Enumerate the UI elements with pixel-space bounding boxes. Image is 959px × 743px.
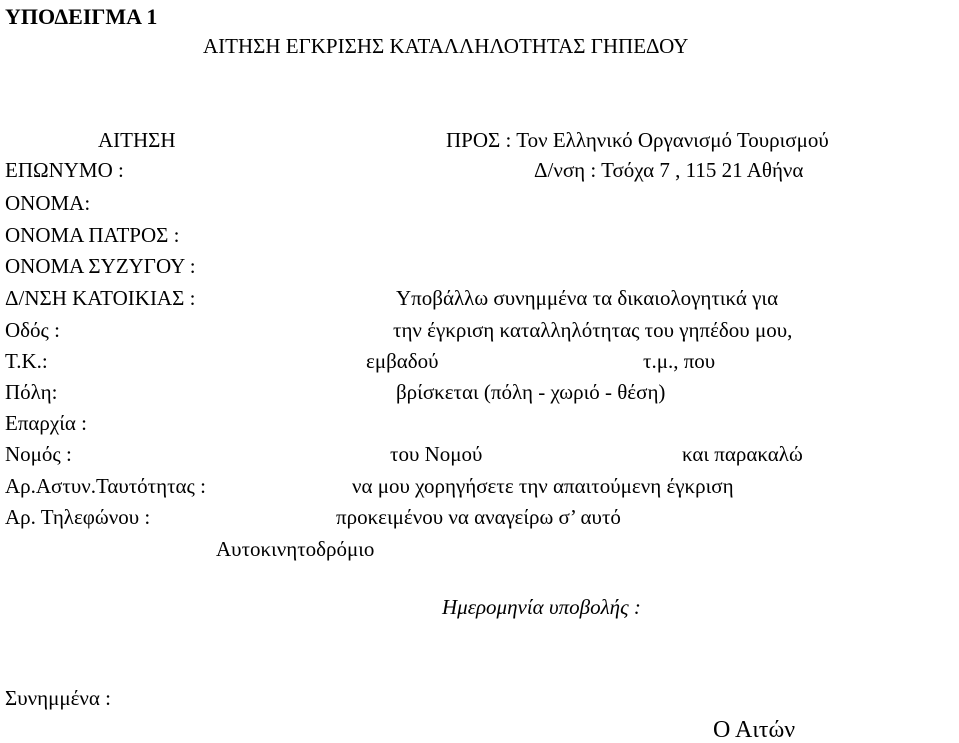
body-area-label: εμβαδού xyxy=(366,349,439,373)
body-facility-type: Αυτοκινητοδρόμιο xyxy=(216,537,375,561)
field-spouse-name: ΟΝΟΜΑ ΣΥΖΥΓΟΥ : xyxy=(5,254,196,278)
application-heading: ΑΙΤΗΣΗ xyxy=(98,128,176,152)
field-postal-code: Τ.Κ.: xyxy=(5,349,48,373)
field-id-number: Αρ.Αστυν.Ταυτότητας : xyxy=(5,474,206,498)
field-prefecture: Νομός : xyxy=(5,442,72,466)
attachments-label: Συνημμένα : xyxy=(5,686,112,710)
body-grant-line: να μου χορηγήσετε την απαιτούμενη έγκριση xyxy=(352,474,734,498)
field-street: Οδός : xyxy=(5,318,60,342)
field-name: ΟΝΟΜΑ: xyxy=(5,191,91,215)
submission-date-label: Ημερομηνία υποβολής : xyxy=(442,595,641,619)
recipient-line: ΠΡΟΣ : Τον Ελληνικό Οργανισμό Τουρισμού xyxy=(446,128,829,152)
body-location-line: βρίσκεται (πόλη - χωριό - θέση) xyxy=(396,380,666,404)
field-home-address: Δ/ΝΣΗ ΚΑΤΟΙΚΙΑΣ : xyxy=(5,286,196,310)
document-title: ΑΙΤΗΣΗ ΕΓΚΡΙΣΗΣ ΚΑΤΑΛΛΗΛΟΤΗΤΑΣ ΓΗΠΕΔΟΥ xyxy=(203,34,689,58)
applicant-label: Ο Αιτών xyxy=(713,717,796,743)
body-prefecture-label: του Νομού xyxy=(390,442,483,466)
body-line-1: Υποβάλλω συνημμένα τα δικαιολογητικά για xyxy=(396,286,779,310)
body-request-phrase: και παρακαλώ xyxy=(682,442,803,466)
field-province: Επαρχία : xyxy=(5,411,87,435)
field-phone-number: Αρ. Τηλεφώνου : xyxy=(5,505,151,529)
recipient-address: Δ/νση : Τσόχα 7 , 115 21 Αθήνα xyxy=(534,158,804,182)
field-father-name: ΟΝΟΜΑ ΠΑΤΡΟΣ : xyxy=(5,223,180,247)
field-surname: ΕΠΩΝΥΜΟ : xyxy=(5,158,124,182)
body-line-2: την έγκριση καταλληλότητας του γηπέδου μου, xyxy=(393,318,793,342)
body-area-unit: τ.μ., που xyxy=(643,349,716,373)
example-label: ΥΠΟΔΕΙΓΜΑ 1 xyxy=(5,4,158,29)
field-city: Πόλη: xyxy=(5,380,58,404)
body-purpose-line: προκειμένου να αναγείρω σ’ αυτό xyxy=(336,505,621,529)
